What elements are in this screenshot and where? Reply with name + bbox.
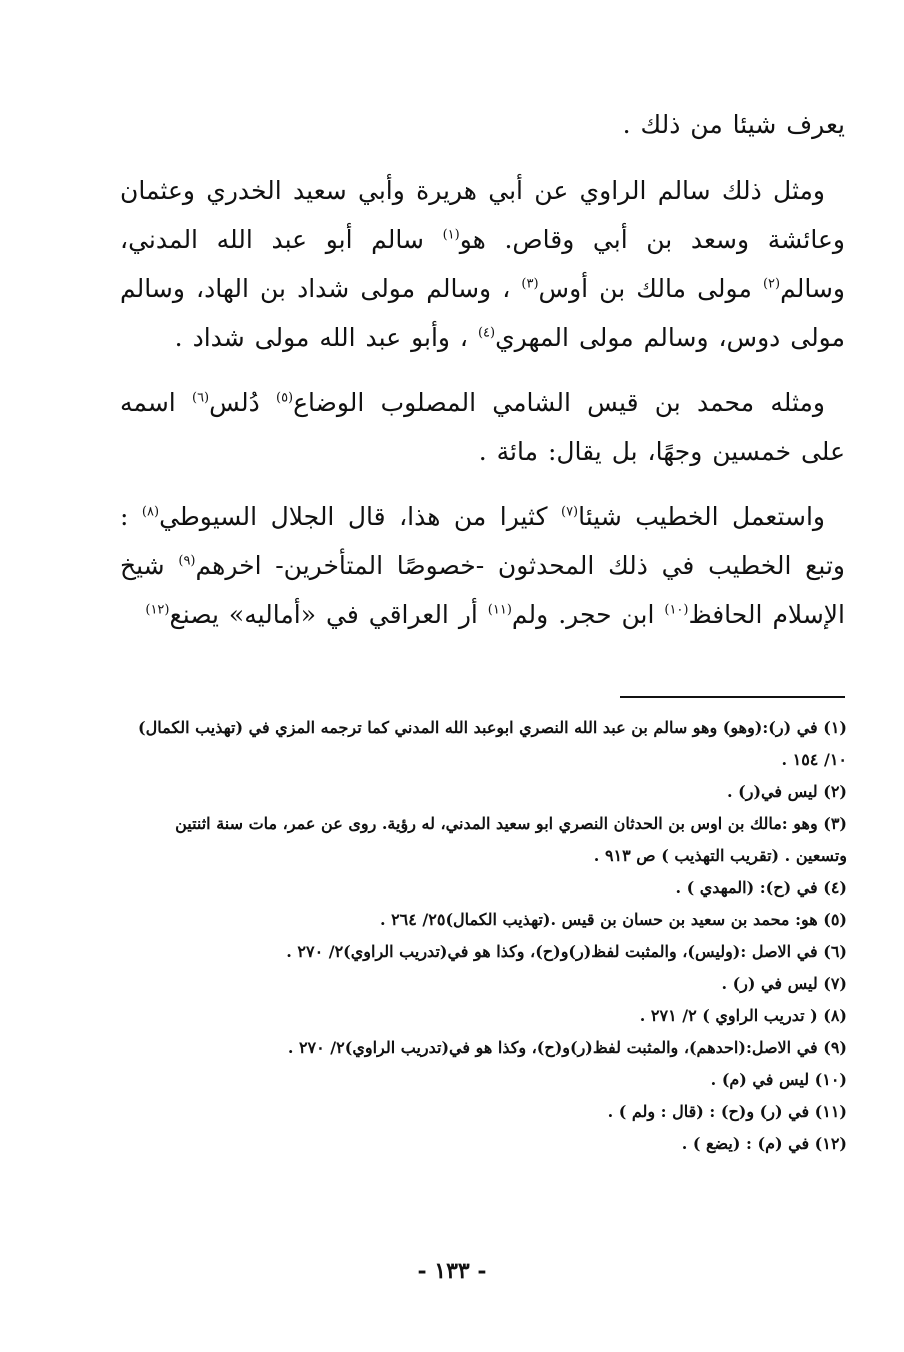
- footnote-3: (٣) وهو :مالك بن اوس بن الحدثان النصري ابو سعيد المدني، له رؤية. روى عن عمر، مات سنة اثنتين وتسعين . (تقريب التهذيب ) ص ٩١٣ .: [175, 814, 847, 865]
- footnote-ref-12: (١٢): [145, 602, 170, 618]
- body-paragraph-1: [120, 100, 845, 149]
- paragraph-text: مولى مالك بن أوس: [538, 274, 752, 303]
- footnote-ref-8: (٨): [141, 504, 160, 520]
- footnote-8: (٨) ( تدريب الراوي ) ٢/ ٢٧١ .: [639, 1006, 847, 1025]
- footnote-ref-9: (٩): [178, 553, 196, 569]
- footnote-4: (٤) في (ح): (المهدي ) .: [675, 878, 847, 897]
- footnote-12: (١٢) في (م) : (يضع ) .: [681, 1134, 847, 1153]
- paragraph-text: ، وسالم مولى شداد بن الهاد، وسالم مولى دوس، وسالم مولى المهري: [120, 274, 845, 352]
- body-paragraph-2: [120, 166, 845, 362]
- footnote-7: (٧) ليس في (ر) .: [721, 974, 847, 993]
- footnote-ref-2: (٢): [762, 276, 781, 292]
- footnote-11: (١١) في (ر) و(ح) : (قال : ولم ) .: [607, 1102, 847, 1121]
- footnote-separator: [620, 696, 845, 698]
- footnote-6: (٦) في الاصل :(وليس)، والمثبت لفظ(ر)و(ح)، وكذا هو في(تدريب الراوي)٢/ ٢٧٠ .: [286, 942, 847, 961]
- footnote-ref-1: (١): [442, 227, 460, 243]
- paragraph-text: اسمه على خمسين وجهًا، بل يقال: مائة .: [120, 388, 845, 466]
- paragraph-text: كثيرا من هذا، قال الجلال السيوطي: [159, 502, 548, 531]
- page-number: - ١٣٣ -: [417, 1258, 487, 1284]
- paragraph-text: سالم أبو عبد الله المدني، وسالم: [120, 225, 845, 303]
- paragraph-text: يعرف شيئا من ذلك .: [622, 110, 845, 139]
- footnote-ref-7: (٧): [560, 504, 579, 520]
- body-paragraph-3: [120, 378, 845, 476]
- footnote-ref-5: (٥): [275, 390, 294, 406]
- footnote-9: (٩) في الاصل:(احدهم)، والمثبت لفظ(ر)و(ح)، وكذا هو في(تدريب الراوي)٢/ ٢٧٠ .: [287, 1038, 847, 1057]
- paragraph-text: واستعمل الخطيب شيئا: [578, 502, 825, 531]
- footnote-ref-10: (١٠): [664, 602, 689, 618]
- footnotes: [120, 712, 847, 1160]
- paragraph-text: أر العراقي في «أماليه» يصنع: [169, 600, 478, 629]
- paragraph-text: ، وأبو عبد الله مولى شداد .: [174, 323, 468, 352]
- footnote-1: (١) في (ر):(وهو) وهو سالم بن عبد الله النصري ابوعبد الله المدني كما ترجمه المزي في (تهذيب الكمال) ١٠/ ١٥٤ .: [138, 718, 847, 769]
- footnote-5: (٥) هو: محمد بن سعيد بن حسان بن قيس .(تهذيب الكمال)٢٥/ ٢٦٤ .: [379, 910, 847, 929]
- footnote-2: (٢) ليس في(ر) .: [727, 782, 847, 801]
- paragraph-text: : وتبع الخطيب في ذلك المحدثون -خصوصًا المتأخرين- اخرهم: [120, 502, 845, 580]
- footnote-ref-11: (١١): [487, 602, 512, 618]
- paragraph-text: شيخ الإسلام الحافظ: [120, 551, 845, 629]
- footnote-10: (١٠) ليس في (م) .: [710, 1070, 847, 1089]
- paragraph-text: ومثل ذلك سالم الراوي عن أبي هريرة وأبي سعيد الخدري وعثمان وعائشة وسعد بن أبي وقاص. هو: [120, 176, 845, 254]
- paragraph-text: دُلس: [209, 388, 260, 417]
- body-paragraph-4: [120, 492, 845, 639]
- footnote-ref-3: (٣): [521, 276, 539, 292]
- paragraph-text: ومثله محمد بن قيس الشامي المصلوب الوضاع: [293, 388, 826, 417]
- footnote-ref-6: (٦): [191, 390, 210, 406]
- footnote-ref-4: (٤): [477, 325, 496, 341]
- paragraph-text: ابن حجر. ولم: [511, 600, 655, 629]
